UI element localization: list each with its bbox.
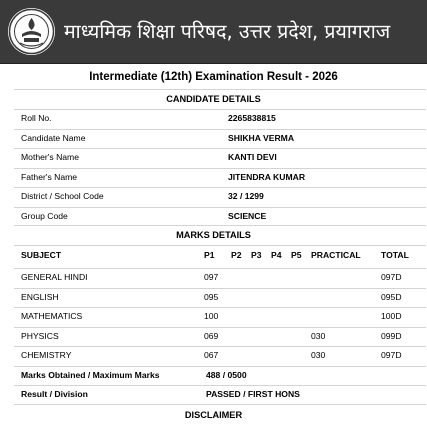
subject-cell: CHEMISTRY (21, 350, 72, 360)
candidate-field-label: Father's Name (21, 172, 78, 182)
marks-obtained-label: Marks Obtained / Maximum Marks (21, 370, 160, 380)
marks-header-row (0, 246, 427, 266)
candidate-field-value: SCIENCE (228, 211, 267, 221)
column-header: P5 (291, 250, 302, 260)
table-row (0, 327, 427, 347)
candidate-field-label: Mother's Name (21, 152, 79, 162)
mark-cell: 095 (204, 292, 219, 302)
column-header: P1 (204, 250, 215, 260)
marks-obtained-value: 488 / 0500 (206, 370, 247, 380)
candidate-details-heading: CANDIDATE DETAILS (166, 94, 261, 104)
mark-cell: 069 (204, 331, 219, 341)
table-row (0, 307, 427, 327)
candidate-field-value: 2265838815 (228, 113, 276, 123)
mark-cell: 095D (381, 292, 402, 302)
candidate-field-label: Candidate Name (21, 133, 86, 143)
candidate-field-label: Group Code (21, 211, 68, 221)
subject-cell: PHYSICS (21, 331, 59, 341)
board-title: माध्यमिक शिक्षा परिषद, उत्तर प्रदेश, प्रयागराज (64, 20, 391, 43)
candidate-field-value: 32 / 1299 (228, 191, 264, 201)
disclaimer-heading: DISCLAIMER (184, 410, 243, 420)
result-title: Intermediate (12th) Examination Result - 2026 (89, 71, 338, 83)
result-division-label: Result / Division (21, 389, 88, 399)
subject-cell: GENERAL HINDI (21, 272, 88, 282)
result-division-row (0, 385, 427, 405)
candidate-field-row (0, 148, 427, 168)
candidate-field-value: SHIKHA VERMA (228, 133, 295, 143)
column-header: P4 (271, 250, 282, 260)
mark-cell: 099D (381, 331, 402, 341)
candidate-field-row (0, 168, 427, 188)
table-row (0, 288, 427, 308)
column-header: TOTAL (381, 250, 409, 260)
candidate-field-row (0, 129, 427, 149)
result-division-value: PASSED / FIRST HONS (206, 389, 300, 399)
column-header: PRACTICAL (311, 250, 361, 260)
table-row (0, 346, 427, 366)
candidate-field-value: JITENDRA KUMAR (228, 172, 306, 182)
table-row (0, 268, 427, 288)
mark-cell: 097D (381, 272, 402, 282)
candidate-field-label: Roll No. (21, 113, 52, 123)
column-header: P3 (251, 250, 262, 260)
mark-cell: 100D (381, 311, 402, 321)
up-board-emblem-icon (8, 8, 55, 55)
candidate-field-row (0, 207, 427, 227)
mark-cell: 097D (381, 350, 402, 360)
marks-details-heading: MARKS DETAILS (176, 230, 251, 240)
subject-cell: MATHEMATICS (21, 311, 83, 321)
column-header: SUBJECT (21, 250, 62, 260)
mark-cell: 100 (204, 311, 219, 321)
column-header: P2 (231, 250, 242, 260)
mark-cell: 030 (311, 331, 326, 341)
page-header (0, 0, 427, 64)
subject-cell: ENGLISH (21, 292, 59, 302)
candidate-field-row (0, 109, 427, 129)
marks-obtained-row (0, 366, 427, 386)
mark-cell: 030 (311, 350, 326, 360)
candidate-field-value: KANTI DEVI (228, 152, 277, 162)
candidate-field-label: District / School Code (21, 191, 104, 201)
mark-cell: 067 (204, 350, 219, 360)
candidate-field-row (0, 187, 427, 207)
mark-cell: 097 (204, 272, 219, 282)
